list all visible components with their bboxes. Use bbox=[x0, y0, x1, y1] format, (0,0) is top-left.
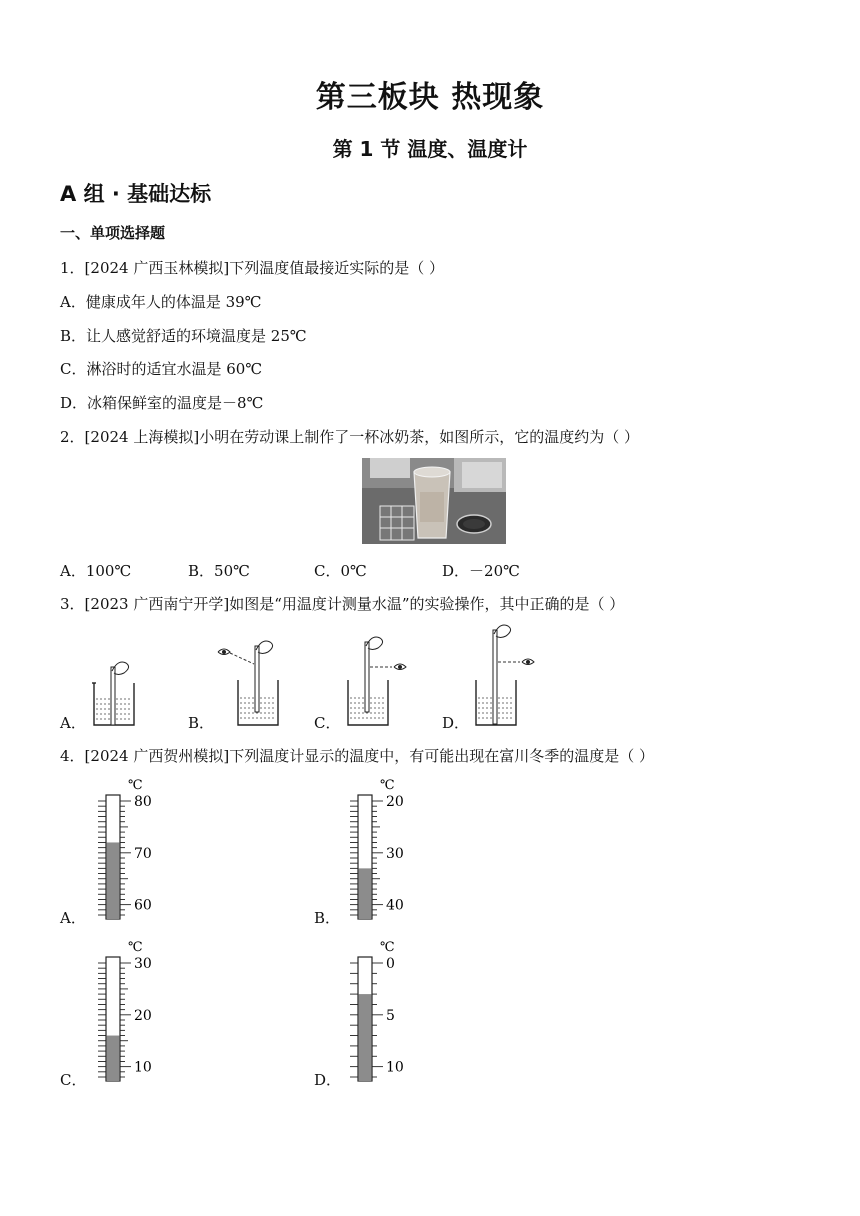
question-3-option-d: D． bbox=[442, 714, 470, 732]
question-2-option-a: A．100℃ bbox=[60, 562, 132, 580]
question-2-stem: 2．[2024 上海模拟]小明在劳动课上制作了一杯冰奶茶，如图所示，它的温度约为（ ） bbox=[60, 428, 639, 446]
unit-label: ℃ bbox=[380, 778, 395, 793]
tick-label: 30 bbox=[134, 956, 152, 972]
beaker-figure-b bbox=[214, 632, 294, 727]
question-3-option-b: B． bbox=[188, 714, 215, 732]
group-heading: A 组 · 基础达标 bbox=[60, 182, 212, 206]
tick-label: 40 bbox=[386, 897, 404, 914]
question-type-heading: 一、单项选择题 bbox=[60, 224, 166, 242]
thermometer-c bbox=[92, 937, 172, 1085]
beaker-figure-a bbox=[90, 645, 140, 727]
tick-label: 10 bbox=[134, 1059, 152, 1076]
tick-label: 70 bbox=[134, 845, 152, 862]
question-1-option-c: C．淋浴时的适宜水温是 60℃ bbox=[60, 360, 263, 378]
question-2-option-d: D．－20℃ bbox=[442, 562, 520, 580]
liquid-column bbox=[107, 842, 120, 919]
question-1-stem: 1．[2024 广西玉林模拟]下列温度值最接近实际的是（ ） bbox=[60, 259, 444, 277]
question-3-option-a: A． bbox=[60, 714, 86, 732]
question-2-option-b: B．50℃ bbox=[188, 562, 250, 580]
tick-label: 30 bbox=[386, 845, 404, 862]
section-title: 第 1 节 温度、温度计 bbox=[332, 137, 528, 161]
question-1-option-b: B．让人感觉舒适的环境温度是 25℃ bbox=[60, 327, 307, 345]
liquid-column bbox=[359, 994, 372, 1081]
beaker-figure-d bbox=[470, 624, 550, 727]
question-1-option-d: D．冰箱保鲜室的温度是－8℃ bbox=[60, 394, 264, 412]
tick-label: 60 bbox=[134, 897, 152, 914]
tick-label: 80 bbox=[134, 794, 152, 810]
liquid-column bbox=[107, 1036, 120, 1081]
question-3-stem: 3．[2023 广西南宁开学]如图是“用温度计测量水温”的实验操作，其中正确的是（ ） bbox=[60, 595, 625, 613]
question-4-stem: 4．[2024 广西贺州模拟]下列温度计显示的温度中，有可能出现在富川冬季的温度是（ ） bbox=[60, 747, 654, 765]
thermometer-a bbox=[92, 775, 172, 923]
tick-label: 20 bbox=[134, 1007, 152, 1024]
tick-label: 10 bbox=[386, 1059, 404, 1076]
liquid-column bbox=[359, 868, 372, 919]
tick-label: 0 bbox=[386, 956, 395, 972]
question-4-option-c: C． bbox=[60, 1071, 87, 1089]
tick-label: 20 bbox=[386, 794, 404, 810]
question-4-option-a: A． bbox=[60, 909, 86, 927]
milk-tea-photo bbox=[362, 458, 506, 544]
beaker-figure-c bbox=[342, 632, 422, 727]
unit-label: ℃ bbox=[128, 940, 143, 955]
page-title: 第三板块 热现象 bbox=[315, 80, 545, 115]
tick-label: 5 bbox=[386, 1007, 395, 1024]
unit-label: ℃ bbox=[128, 778, 143, 793]
question-4-option-d: D． bbox=[314, 1071, 342, 1089]
question-2-option-c: C．0℃ bbox=[314, 562, 367, 580]
question-1-option-a: A．健康成年人的体温是 39℃ bbox=[60, 293, 262, 311]
thermometer-d bbox=[344, 937, 424, 1085]
question-4-option-b: B． bbox=[314, 909, 341, 927]
unit-label: ℃ bbox=[380, 940, 395, 955]
thermometer-b bbox=[344, 775, 424, 923]
question-3-option-c: C． bbox=[314, 714, 341, 732]
